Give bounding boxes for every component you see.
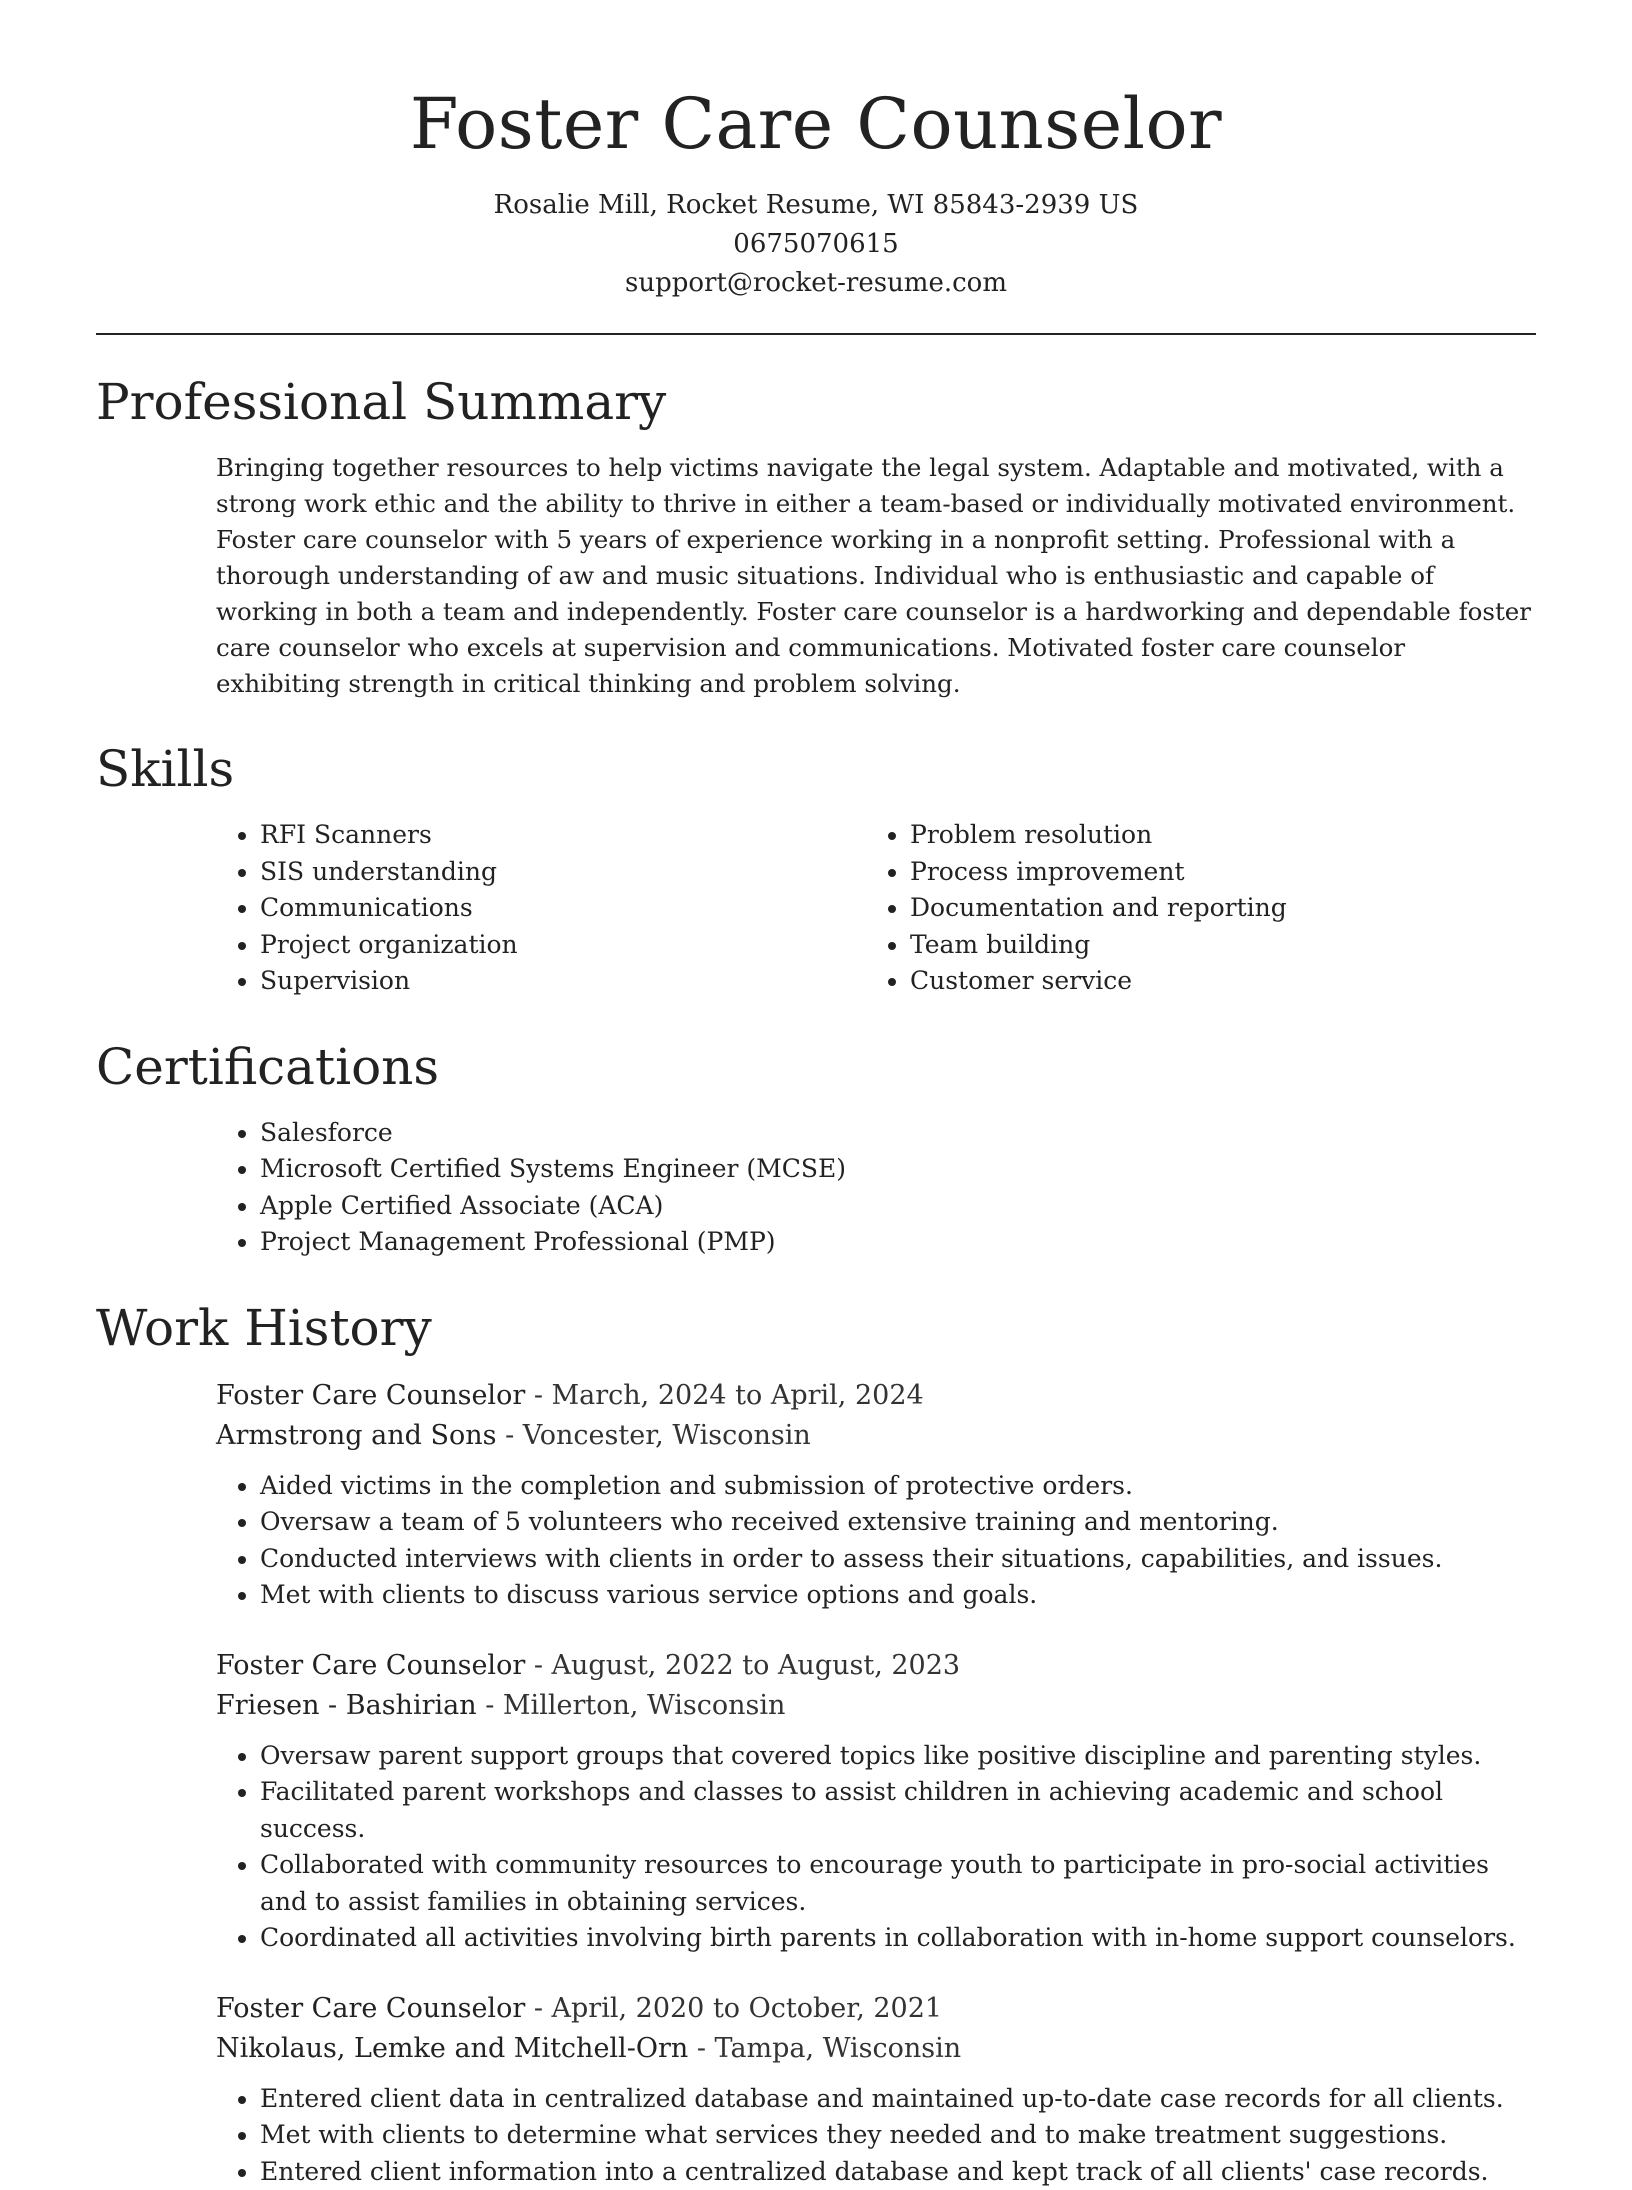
job-location: - Millerton, Wisconsin — [477, 1690, 786, 1721]
job-dates: - August, 2022 to August, 2023 — [525, 1650, 960, 1681]
job-company-line — [216, 1416, 1536, 1456]
job-company-line — [216, 2029, 1536, 2069]
contact-address: Rosalie Mill, Rocket Resume, WI 85843-2939 US — [0, 186, 1632, 225]
certifications-list — [216, 1115, 1536, 1261]
job-title-line — [216, 1646, 1536, 1686]
summary-heading: Professional Summary — [96, 375, 1536, 430]
skills-section — [96, 742, 1536, 1000]
skill-item: • Customer service — [910, 963, 1516, 1000]
job-entry — [216, 1989, 1536, 2190]
job-bullets — [216, 1738, 1536, 1957]
summary-text: Bringing together resources to help victims navigate the legal system. Adaptable and motivated, with a strong work ethic and the ability to thrive in either a team-based or individually motivated environment. Foster care counselor with 5 years of experience working in a nonprofit setting. Professional with a thorough understanding of aw and music situations. Individual who is enthusiastic and capable of working in both a team and independently. Foster care counselor is a hardworking and dependable foster care counselor who excels at supervision and communications. Motivated foster care counselor exhibiting strength in critical thinking and problem solving. — [216, 450, 1536, 702]
job-bullet: • Entered client information into a centralized database and kept track of all clients' case records. — [260, 2154, 1536, 2190]
job-bullet: • Entered client data in centralized database and maintained up-to-date case records for all clients. — [260, 2081, 1536, 2118]
contact-email: support@rocket-resume.com — [0, 264, 1632, 303]
job-location: - Voncester, Wisconsin — [496, 1420, 810, 1451]
skill-item: • Project organization — [260, 927, 866, 964]
job-bullet: • Collaborated with community resources to encourage youth to participate in pro-social activities and to assist families in obtaining services. — [260, 1847, 1536, 1920]
skill-item: • Team building — [910, 927, 1516, 964]
skill-item: • RFI Scanners — [260, 817, 866, 854]
job-bullet: • Met with clients to determine what services they needed and to make treatment suggestions. — [260, 2117, 1536, 2154]
summary-section — [96, 375, 1536, 702]
job-bullet: • Conducted interviews with clients in order to assess their situations, capabilities, and issues. — [260, 1541, 1536, 1578]
job-company: Nikolaus, Lemke and Mitchell-Orn — [216, 2033, 688, 2064]
certifications-section — [96, 1040, 1536, 1261]
resume-header — [0, 0, 1632, 303]
job-bullet: • Aided victims in the completion and submission of protective orders. — [260, 1468, 1536, 1505]
skill-item: • SIS understanding — [260, 854, 866, 891]
certification-item: • Microsoft Certified Systems Engineer (MCSE) — [260, 1151, 1536, 1188]
job-bullets — [216, 2081, 1536, 2190]
skills-heading: Skills — [96, 742, 1536, 797]
job-company: Armstrong and Sons — [216, 1420, 496, 1451]
job-title-line — [216, 1989, 1536, 2029]
certification-item: • Salesforce — [260, 1115, 1536, 1152]
skill-item: • Documentation and reporting — [910, 890, 1516, 927]
job-entry — [216, 1376, 1536, 1614]
job-dates: - March, 2024 to April, 2024 — [525, 1380, 923, 1411]
skills-grid — [216, 817, 1536, 1000]
header-divider — [96, 333, 1536, 335]
certification-item: • Project Management Professional (PMP) — [260, 1224, 1536, 1261]
work-history-section — [96, 1301, 1536, 2190]
skill-item: • Problem resolution — [910, 817, 1516, 854]
job-location: - Tampa, Wisconsin — [688, 2033, 961, 2064]
contact-phone: 0675070615 — [0, 225, 1632, 264]
skill-item: • Process improvement — [910, 854, 1516, 891]
job-entry — [216, 1646, 1536, 1957]
certification-item: • Apple Certified Associate (ACA) — [260, 1188, 1536, 1225]
skill-item: • Communications — [260, 890, 866, 927]
job-company-line — [216, 1686, 1536, 1726]
skills-list-right — [866, 817, 1516, 1000]
resume-name: Foster Care Counselor — [0, 82, 1632, 166]
certifications-heading: Certifications — [96, 1040, 1536, 1095]
job-title-line — [216, 1376, 1536, 1416]
job-bullet: • Oversaw parent support groups that covered topics like positive discipline and parenting styles. — [260, 1738, 1536, 1775]
skills-list-left — [216, 817, 866, 1000]
skill-item: • Supervision — [260, 963, 866, 1000]
job-title: Foster Care Counselor — [216, 1650, 525, 1681]
job-bullets — [216, 1468, 1536, 1614]
job-company: Friesen - Bashirian — [216, 1690, 477, 1721]
contact-block — [0, 186, 1632, 303]
job-dates: - April, 2020 to October, 2021 — [525, 1993, 942, 2024]
job-title: Foster Care Counselor — [216, 1380, 525, 1411]
job-bullet: • Met with clients to discuss various service options and goals. — [260, 1577, 1536, 1614]
work-history-heading: Work History — [96, 1301, 1536, 1356]
job-title: Foster Care Counselor — [216, 1993, 525, 2024]
job-bullet: • Coordinated all activities involving birth parents in collaboration with in-home support counselors. — [260, 1920, 1536, 1957]
job-bullet: • Facilitated parent workshops and classes to assist children in achieving academic and school success. — [260, 1774, 1536, 1847]
job-bullet: • Oversaw a team of 5 volunteers who received extensive training and mentoring. — [260, 1504, 1536, 1541]
